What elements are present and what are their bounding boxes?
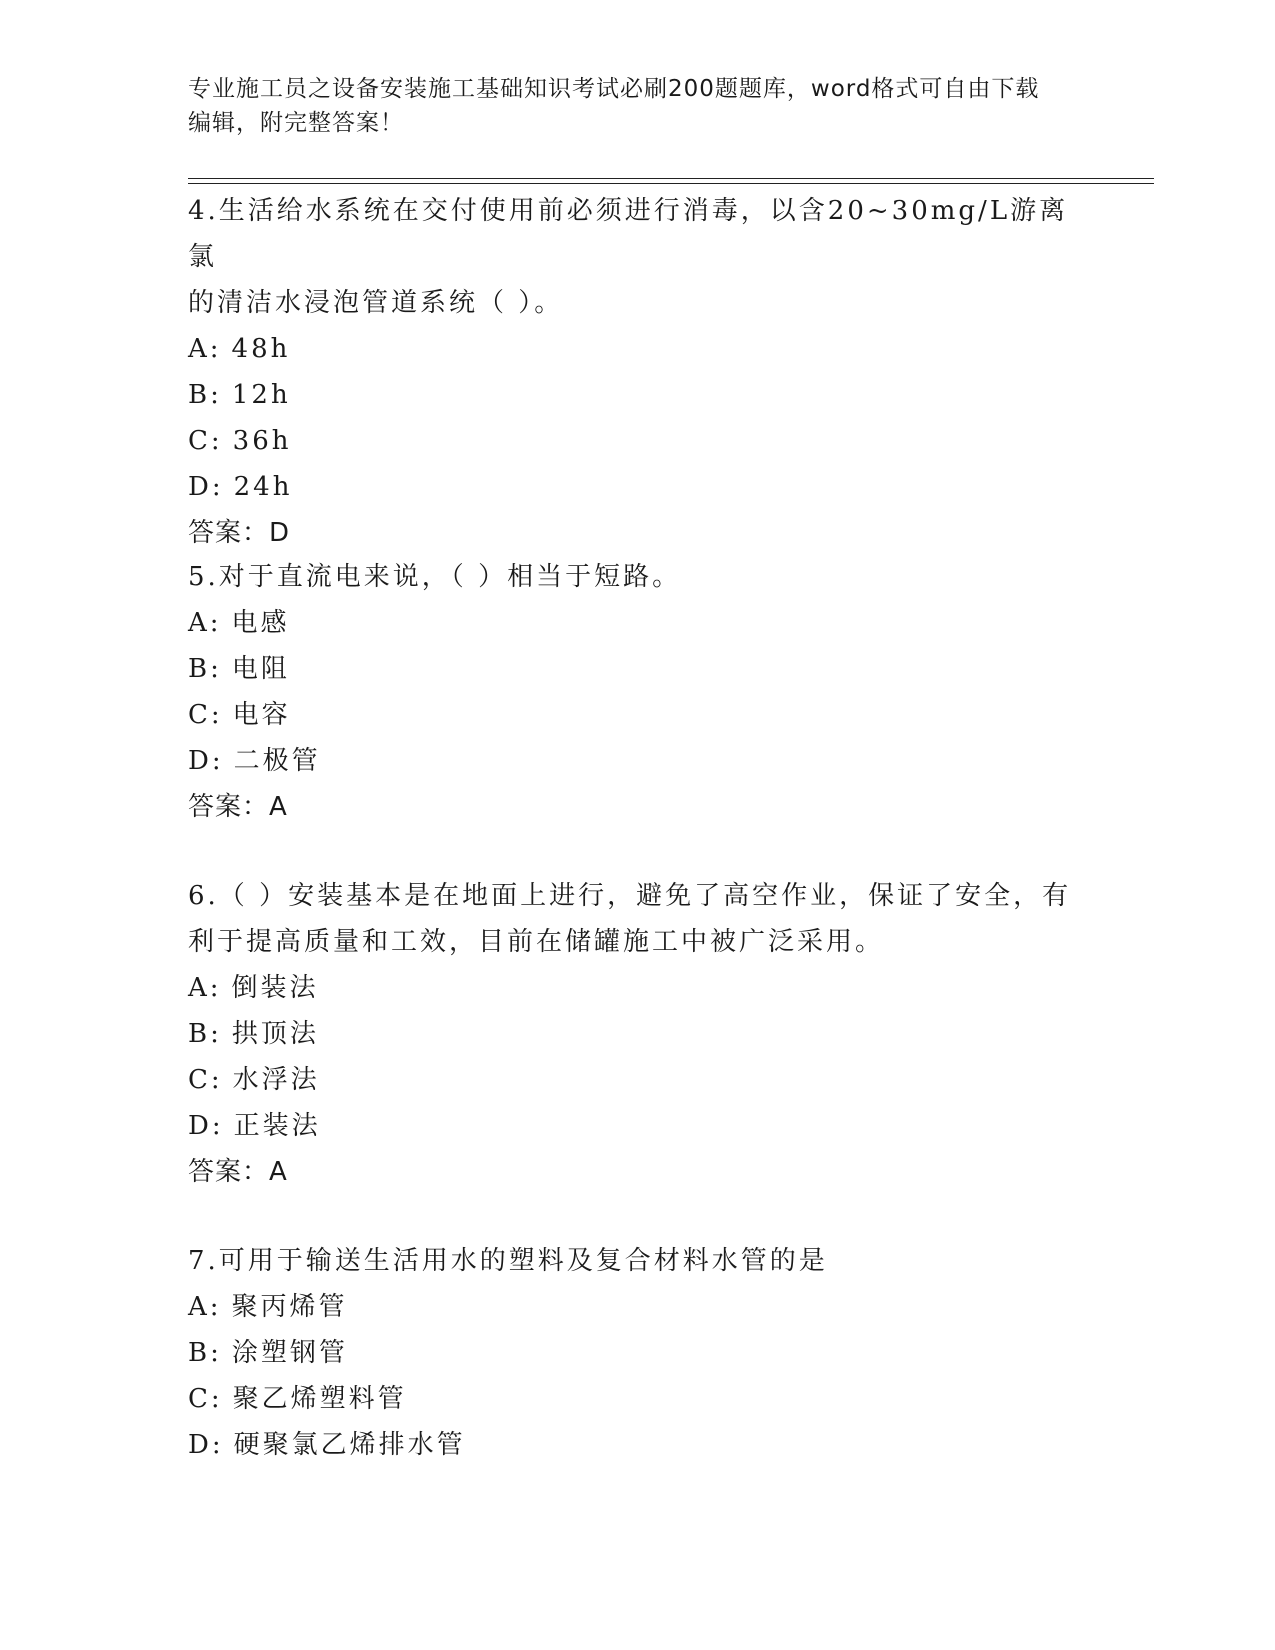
header-line-1: 专业施工员之设备安装施工基础知识考试必刷200题题库，word格式可自由下载 — [188, 76, 1040, 102]
document-header — [188, 72, 1088, 140]
question-5 — [188, 554, 1088, 830]
option-key: B: — [188, 1338, 222, 1368]
option-text: 正装法 — [233, 1111, 321, 1141]
option-a — [188, 1284, 1088, 1330]
option-d — [188, 1103, 1088, 1149]
option-b — [188, 1330, 1088, 1376]
option-key: A: — [188, 334, 222, 364]
option-key: C: — [188, 1384, 223, 1414]
option-key: C: — [188, 1065, 223, 1095]
option-key: D: — [188, 472, 224, 502]
question-6 — [188, 873, 1088, 1195]
option-text: 24h — [233, 472, 293, 502]
option-text: 硬聚氯乙烯排水管 — [233, 1430, 466, 1460]
option-key: C: — [188, 426, 223, 456]
question-stem-line-1: 6.（ ）安装基本是在地面上进行，避免了高空作业，保证了安全，有 — [188, 881, 1072, 911]
question-stem-line-2: 的清洁水浸泡管道系统（ ）。 — [188, 288, 564, 318]
option-c — [188, 418, 1088, 464]
header-line-2: 编辑，附完整答案！ — [188, 110, 404, 136]
option-key: D: — [188, 746, 224, 776]
header-rule-top — [188, 178, 1154, 179]
question-4 — [188, 188, 1088, 556]
option-key: A: — [188, 1292, 222, 1322]
option-b — [188, 646, 1088, 692]
option-key: A: — [188, 973, 222, 1003]
option-text: 12h — [231, 380, 291, 410]
question-stem-line-1: 4.生活给水系统在交付使用前必须进行消毒，以含20~30mg/L游离氯 — [188, 196, 1069, 272]
option-text: 电阻 — [231, 654, 290, 684]
option-d — [188, 1422, 1088, 1468]
answer-line: 答案：A — [188, 792, 288, 822]
option-key: C: — [188, 700, 223, 730]
option-text: 拱顶法 — [231, 1019, 319, 1049]
option-b — [188, 1011, 1088, 1057]
option-text: 聚乙烯塑料管 — [232, 1384, 407, 1414]
option-a — [188, 600, 1088, 646]
question-stem-line-2: 利于提高质量和工效，目前在储罐施工中被广泛采用。 — [188, 927, 885, 957]
option-key: B: — [188, 380, 222, 410]
answer-line: 答案：D — [188, 518, 291, 548]
option-text: 涂塑钢管 — [231, 1338, 348, 1368]
option-text: 48h — [231, 334, 291, 364]
option-text: 倒装法 — [231, 973, 319, 1003]
option-d — [188, 738, 1088, 784]
option-a — [188, 965, 1088, 1011]
option-key: B: — [188, 654, 222, 684]
option-text: 水浮法 — [232, 1065, 320, 1095]
option-text: 二极管 — [233, 746, 321, 776]
option-b — [188, 372, 1088, 418]
option-key: D: — [188, 1111, 224, 1141]
option-key: A: — [188, 608, 222, 638]
option-d — [188, 464, 1088, 510]
option-text: 电感 — [231, 608, 290, 638]
option-a — [188, 326, 1088, 372]
header-rule-bottom — [188, 183, 1154, 184]
option-c — [188, 1057, 1088, 1103]
answer-line: 答案：A — [188, 1157, 288, 1187]
option-c — [188, 1376, 1088, 1422]
option-key: B: — [188, 1019, 222, 1049]
question-stem-line-1: 5.对于直流电来说，（ ）相当于短路。 — [188, 562, 682, 592]
option-key: D: — [188, 1430, 224, 1460]
option-c — [188, 692, 1088, 738]
question-stem-line-1: 7.可用于输送生活用水的塑料及复合材料水管的是 — [188, 1246, 828, 1276]
question-7 — [188, 1238, 1088, 1468]
option-text: 36h — [232, 426, 292, 456]
option-text: 电容 — [232, 700, 291, 730]
option-text: 聚丙烯管 — [231, 1292, 348, 1322]
